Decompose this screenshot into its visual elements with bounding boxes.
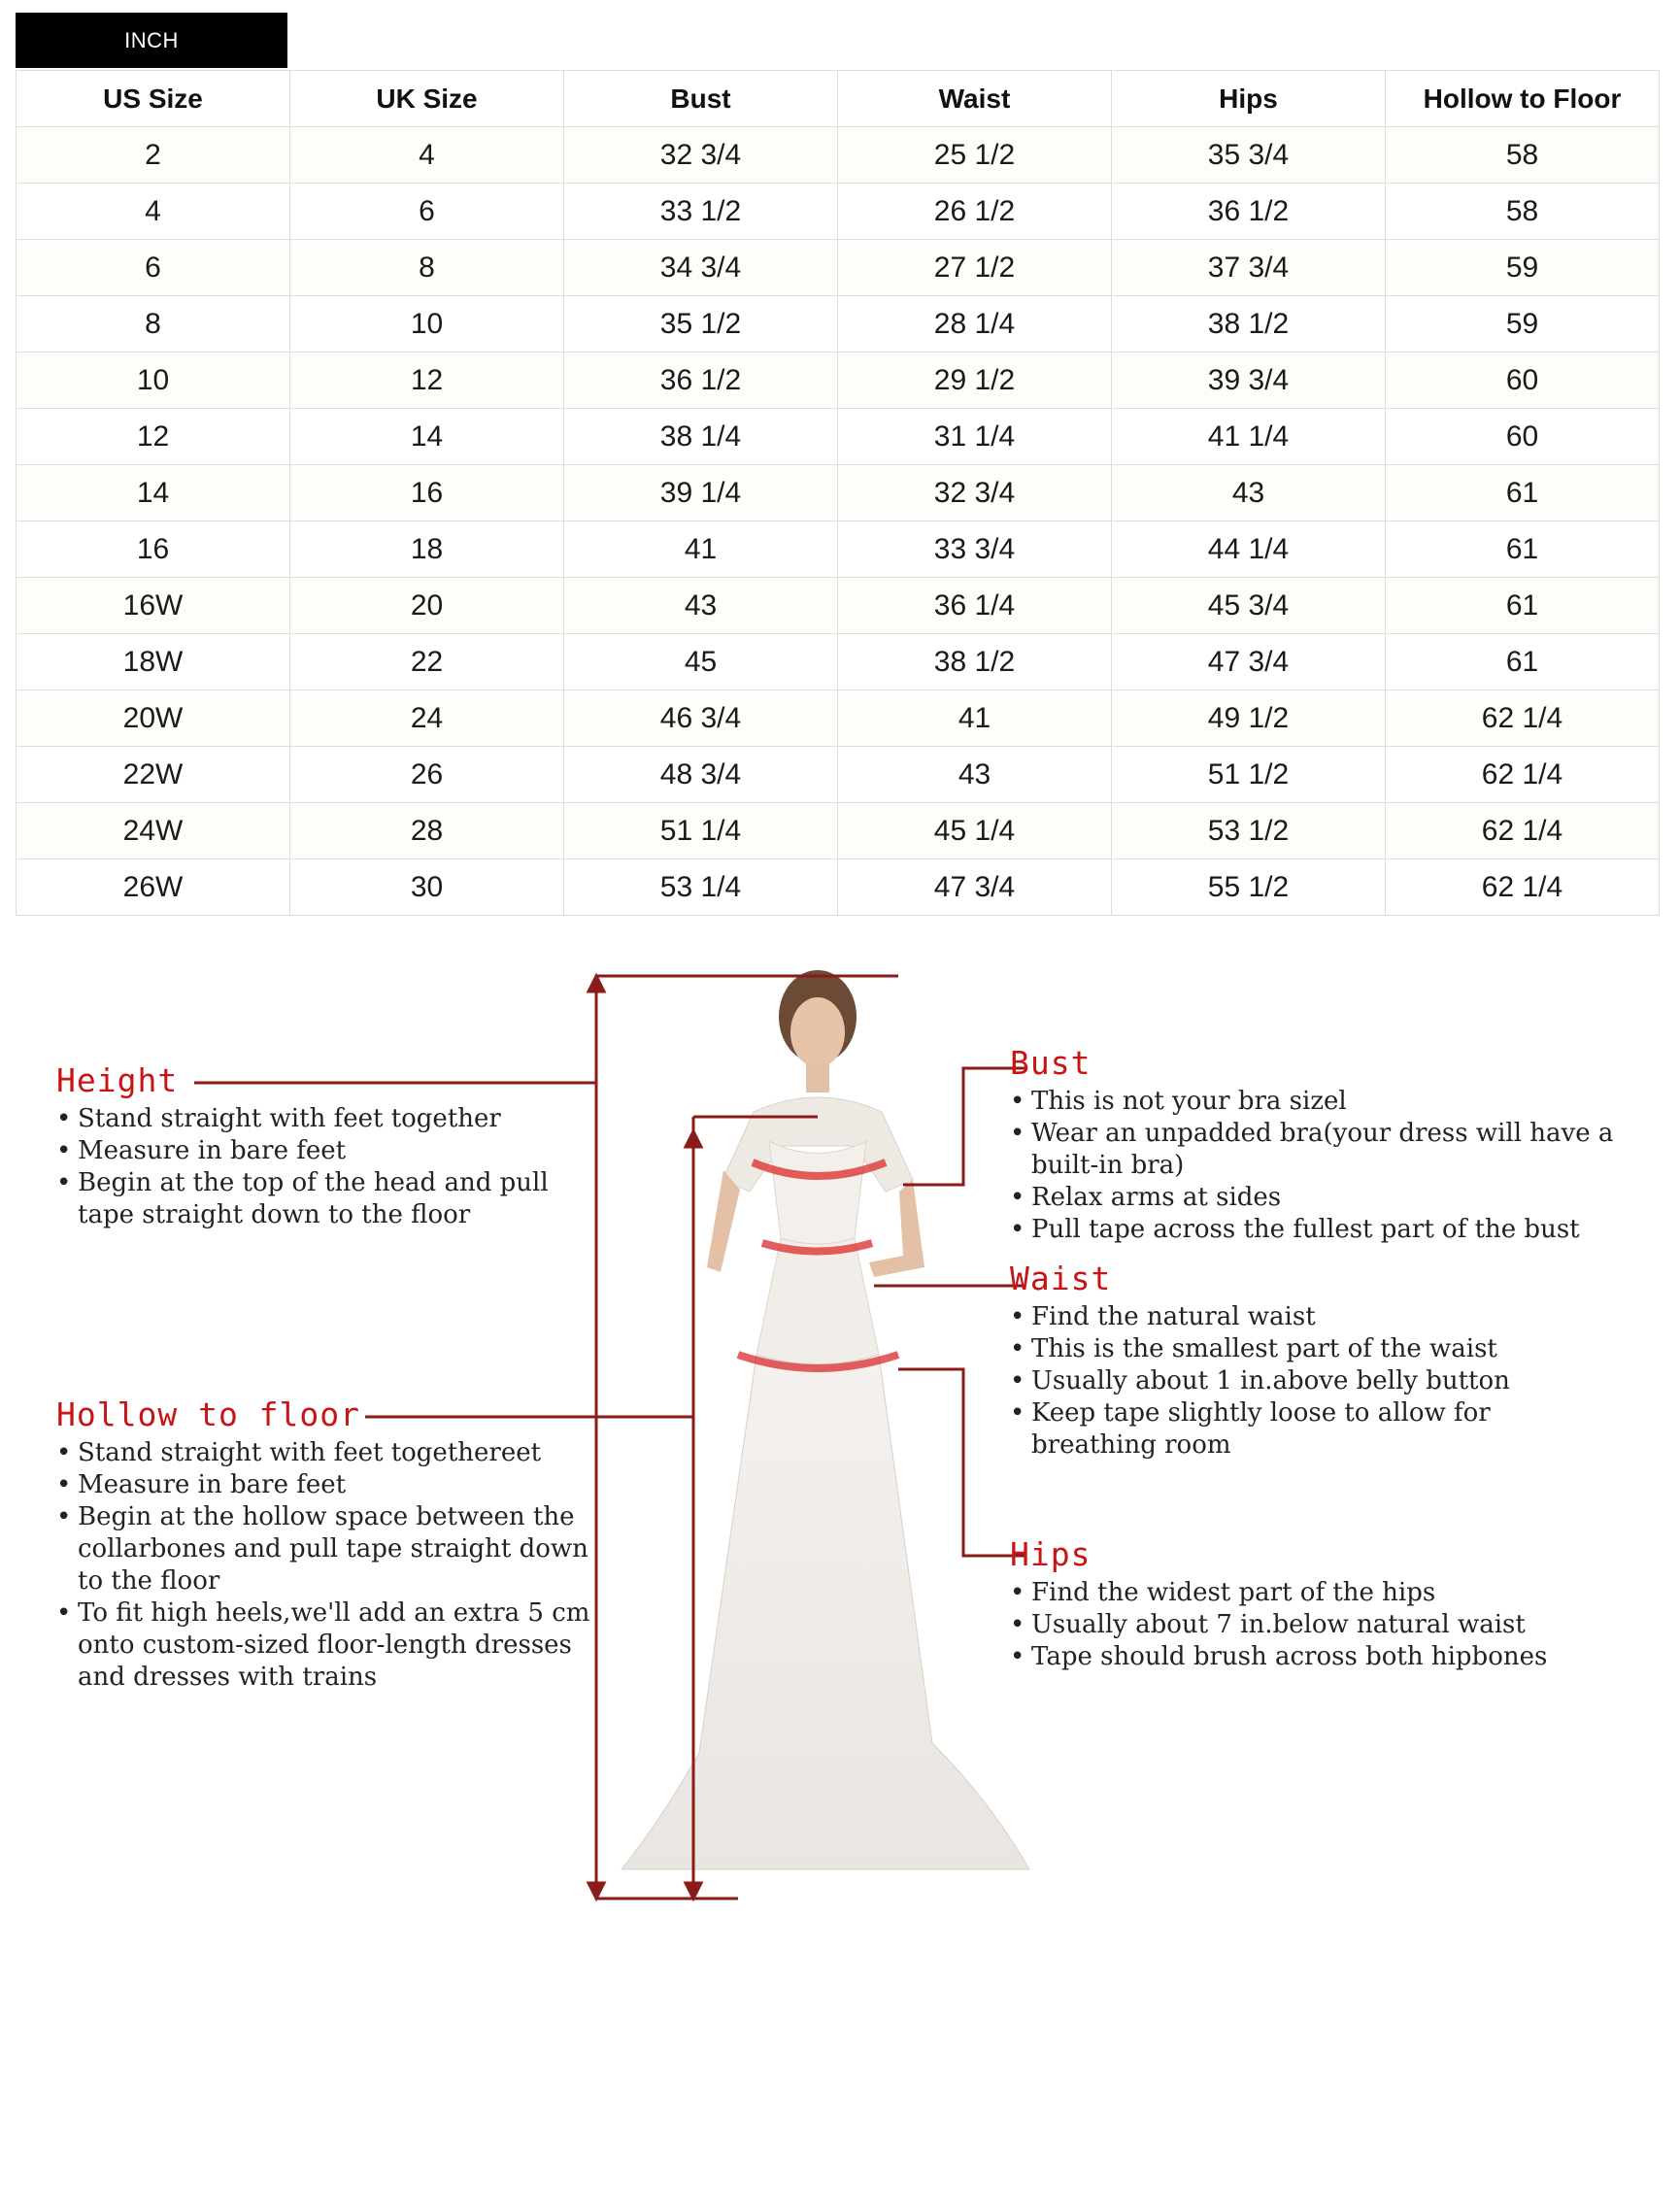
table-cell: 6 [17, 240, 290, 296]
table-cell: 59 [1386, 296, 1660, 353]
table-cell: 31 1/4 [838, 409, 1112, 465]
table-cell: 4 [290, 127, 564, 184]
table-cell: 62 1/4 [1386, 690, 1660, 747]
waist-item: • Find the natural waist [1010, 1301, 1593, 1333]
table-cell: 59 [1386, 240, 1660, 296]
table-cell: 61 [1386, 634, 1660, 690]
table-cell: 51 1/4 [564, 803, 838, 859]
table-cell: 32 3/4 [564, 127, 838, 184]
table-cell: 8 [17, 296, 290, 353]
height-instructions [56, 1061, 600, 1231]
table-cell: 58 [1386, 127, 1660, 184]
table-cell: 30 [290, 859, 564, 916]
table-cell: 20W [17, 690, 290, 747]
waist-instructions [1010, 1260, 1593, 1462]
table-cell: 16W [17, 578, 290, 634]
table-cell: 26 [290, 747, 564, 803]
table-cell: 16 [290, 465, 564, 521]
table-cell: 61 [1386, 521, 1660, 578]
bust-item: • Wear an unpadded bra(your dress will have a built-in bra) [1010, 1118, 1631, 1182]
table-cell: 43 [1112, 465, 1386, 521]
bride-figure [622, 970, 1029, 1869]
table-cell: 44 1/4 [1112, 521, 1386, 578]
table-cell: 32 3/4 [838, 465, 1112, 521]
table-cell: 28 1/4 [838, 296, 1112, 353]
table-cell: 48 3/4 [564, 747, 838, 803]
height-item: • Measure in bare feet [56, 1135, 600, 1167]
col-header: US Size [17, 71, 290, 127]
table-cell: 36 1/2 [1112, 184, 1386, 240]
hollow-item: • Stand straight with feet togethereet [56, 1437, 600, 1469]
table-cell: 6 [290, 184, 564, 240]
table-cell: 55 1/2 [1112, 859, 1386, 916]
table-cell: 34 3/4 [564, 240, 838, 296]
waist-item: • This is the smallest part of the waist [1010, 1333, 1593, 1365]
table-cell: 62 1/4 [1386, 747, 1660, 803]
table-row [17, 184, 1660, 240]
table-cell: 26W [17, 859, 290, 916]
table-cell: 61 [1386, 465, 1660, 521]
table-cell: 35 1/2 [564, 296, 838, 353]
table-cell: 43 [838, 747, 1112, 803]
table-cell: 24 [290, 690, 564, 747]
table-cell: 39 1/4 [564, 465, 838, 521]
hollow-item: • Measure in bare feet [56, 1469, 600, 1501]
table-cell: 12 [17, 409, 290, 465]
table-cell: 47 3/4 [1112, 634, 1386, 690]
table-cell: 53 1/2 [1112, 803, 1386, 859]
table-cell: 60 [1386, 409, 1660, 465]
height-item: • Stand straight with feet together [56, 1103, 600, 1135]
table-cell: 29 1/2 [838, 353, 1112, 409]
header-row [17, 71, 1660, 127]
bust-instructions [1010, 1044, 1631, 1246]
table-cell: 62 1/4 [1386, 803, 1660, 859]
table-cell: 28 [290, 803, 564, 859]
hips-item: • Usually about 7 in.below natural waist [1010, 1609, 1593, 1641]
measuring-guide [0, 947, 1680, 1957]
table-cell: 43 [564, 578, 838, 634]
height-title: Height [56, 1061, 179, 1099]
bust-title: Bust [1010, 1044, 1092, 1082]
table-row [17, 353, 1660, 409]
table-cell: 45 1/4 [838, 803, 1112, 859]
table-cell: 26 1/2 [838, 184, 1112, 240]
table-row [17, 747, 1660, 803]
table-cell: 14 [290, 409, 564, 465]
table-row [17, 859, 1660, 916]
table-cell: 35 3/4 [1112, 127, 1386, 184]
table-cell: 53 1/4 [564, 859, 838, 916]
size-chart-table [16, 70, 1660, 916]
table-row [17, 296, 1660, 353]
table-cell: 14 [17, 465, 290, 521]
table-cell: 10 [290, 296, 564, 353]
table-cell: 12 [290, 353, 564, 409]
table-cell: 33 1/2 [564, 184, 838, 240]
table-cell: 41 [564, 521, 838, 578]
waist-title: Waist [1010, 1260, 1112, 1297]
table-cell: 16 [17, 521, 290, 578]
table-cell: 2 [17, 127, 290, 184]
table-cell: 18W [17, 634, 290, 690]
table-cell: 41 [838, 690, 1112, 747]
table-cell: 51 1/2 [1112, 747, 1386, 803]
table-cell: 47 3/4 [838, 859, 1112, 916]
table-cell: 58 [1386, 184, 1660, 240]
table-cell: 25 1/2 [838, 127, 1112, 184]
table-cell: 61 [1386, 578, 1660, 634]
bust-item: • Pull tape across the fullest part of the bust [1010, 1214, 1631, 1246]
table-cell: 38 1/4 [564, 409, 838, 465]
table-cell: 4 [17, 184, 290, 240]
table-row [17, 240, 1660, 296]
hollow-item: • To fit high heels,we'll add an extra 5 cm onto custom-sized floor-length dresses and dresses with trains [56, 1597, 600, 1694]
table-cell: 20 [290, 578, 564, 634]
table-row [17, 803, 1660, 859]
table-cell: 22W [17, 747, 290, 803]
table-row [17, 634, 1660, 690]
col-header: UK Size [290, 71, 564, 127]
table-cell: 60 [1386, 353, 1660, 409]
hips-item: • Find the widest part of the hips [1010, 1577, 1593, 1609]
table-cell: 46 3/4 [564, 690, 838, 747]
table-cell: 62 1/4 [1386, 859, 1660, 916]
table-cell: 36 1/2 [564, 353, 838, 409]
hollow-title: Hollow to floor [56, 1395, 361, 1433]
table-cell: 49 1/2 [1112, 690, 1386, 747]
table-cell: 38 1/2 [1112, 296, 1386, 353]
table-row [17, 127, 1660, 184]
table-cell: 8 [290, 240, 564, 296]
table-cell: 36 1/4 [838, 578, 1112, 634]
hips-title: Hips [1010, 1535, 1092, 1573]
table-cell: 45 [564, 634, 838, 690]
table-cell: 39 3/4 [1112, 353, 1386, 409]
col-header: Hips [1112, 71, 1386, 127]
table-cell: 22 [290, 634, 564, 690]
hollow-item: • Begin at the hollow space between the collarbones and pull tape straight down to the floor [56, 1501, 600, 1597]
table-row [17, 465, 1660, 521]
table-cell: 18 [290, 521, 564, 578]
table-cell: 38 1/2 [838, 634, 1112, 690]
waist-item: • Usually about 1 in.above belly button [1010, 1365, 1593, 1397]
bust-item: • Relax arms at sides [1010, 1182, 1631, 1214]
height-item: • Begin at the top of the head and pull tape straight down to the floor [56, 1167, 600, 1231]
bust-item: • This is not your bra sizel [1010, 1086, 1631, 1118]
table-cell: 45 3/4 [1112, 578, 1386, 634]
table-cell: 33 3/4 [838, 521, 1112, 578]
hips-item: • Tape should brush across both hipbones [1010, 1641, 1593, 1673]
hips-leader [898, 1369, 1025, 1556]
table-cell: 37 3/4 [1112, 240, 1386, 296]
col-header: Waist [838, 71, 1112, 127]
table-cell: 10 [17, 353, 290, 409]
bust-leader [903, 1068, 1025, 1185]
waist-item: • Keep tape slightly loose to allow for breathing room [1010, 1397, 1593, 1462]
table-row [17, 409, 1660, 465]
col-header: Bust [564, 71, 838, 127]
unit-label: INCH [16, 13, 287, 68]
table-row [17, 578, 1660, 634]
table-cell: 27 1/2 [838, 240, 1112, 296]
table-cell: 41 1/4 [1112, 409, 1386, 465]
col-header: Hollow to Floor [1386, 71, 1660, 127]
hollow-to-floor-instructions [56, 1395, 600, 1694]
table-cell: 24W [17, 803, 290, 859]
table-row [17, 690, 1660, 747]
hips-instructions [1010, 1535, 1593, 1673]
table-row [17, 521, 1660, 578]
